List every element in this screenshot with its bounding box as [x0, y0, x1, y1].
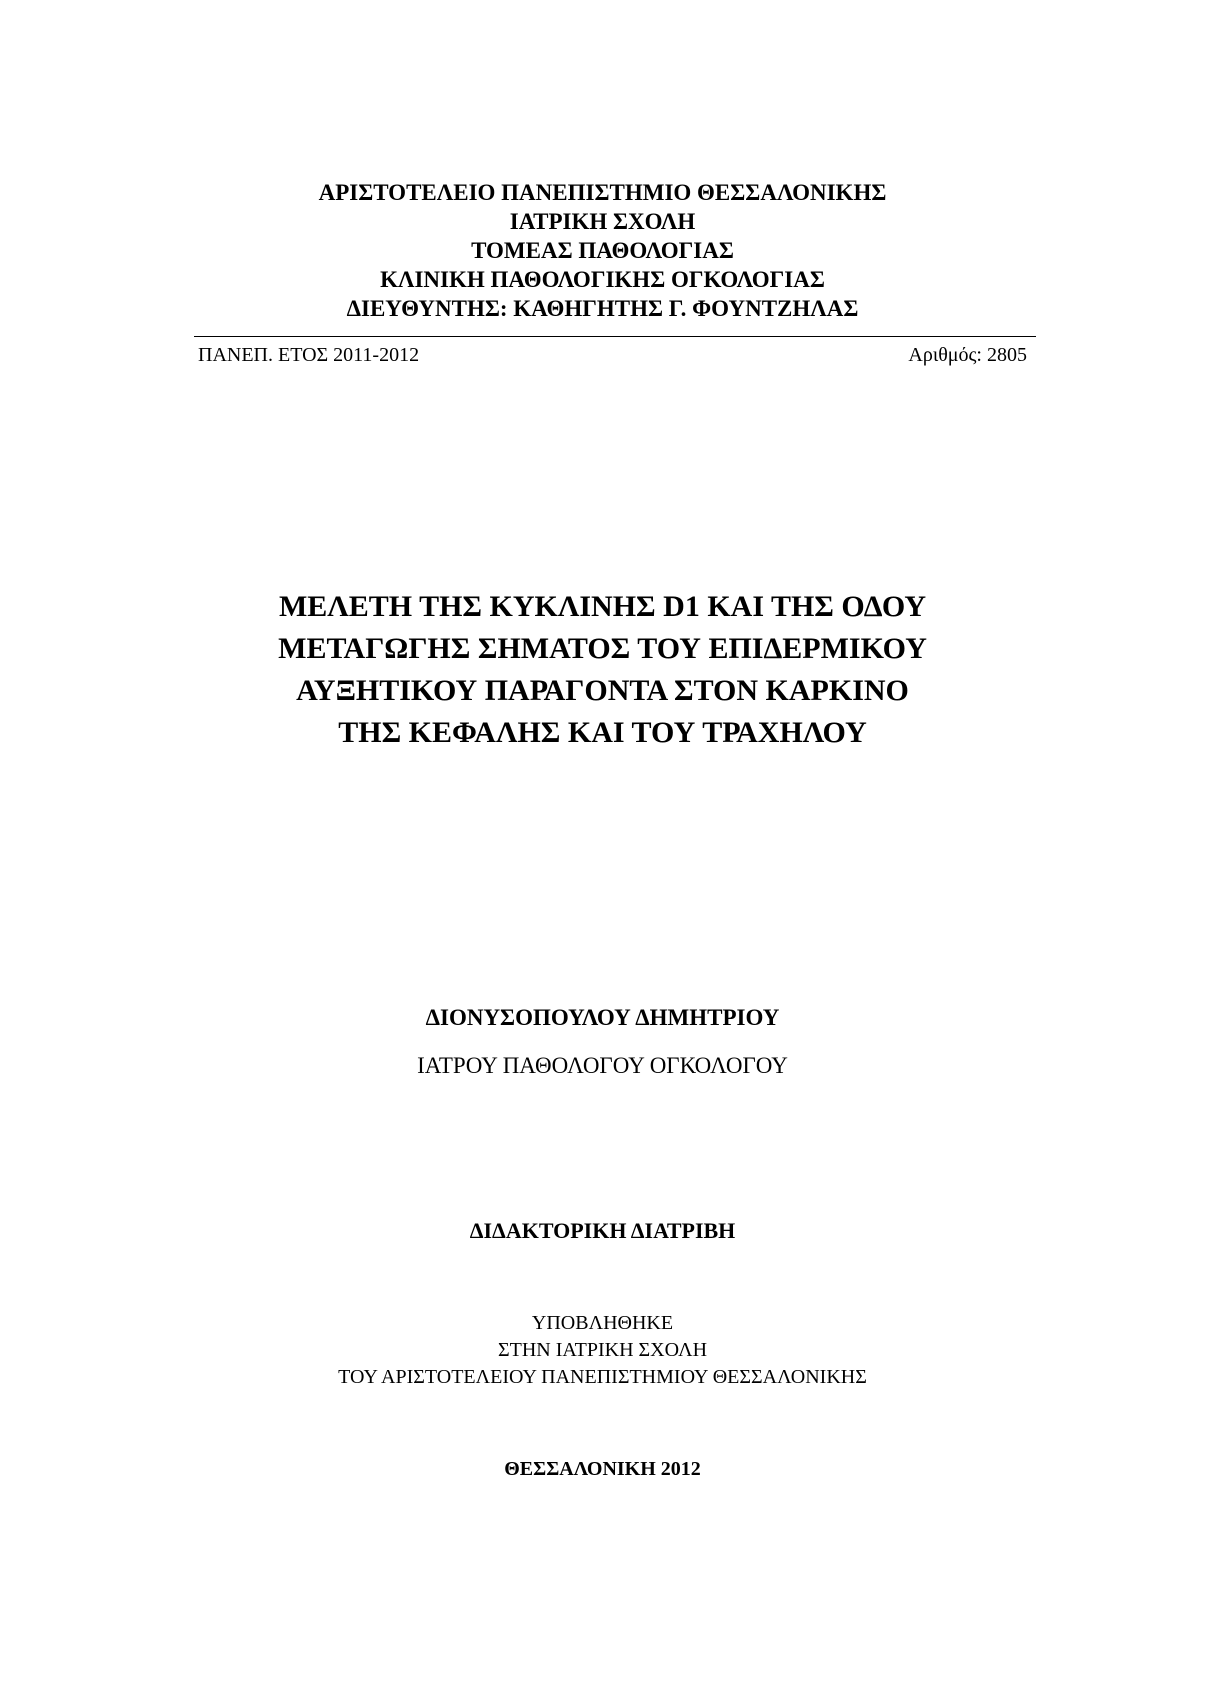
clinic-name: ΚΛΙΝΙΚΗ ΠΑΘΟΛΟΓΙΚΗΣ ΟΓΚΟΛΟΓΙΑΣ — [380, 267, 825, 292]
title-line: ΑΥΞΗΤΙΚΟΥ ΠΑΡΑΓΟΝΤΑ ΣΤΟΝ ΚΑΡΚΙΝΟ — [296, 674, 909, 707]
university-name: ΑΡΙΣΤΟΤΕΛΕΙΟ ΠΑΝΕΠΙΣΤΗΜΙΟ ΘΕΣΣΑΛΟΝΙΚΗΣ — [318, 180, 887, 205]
thesis-type: ΔΙΔΑΚΤΟΡΙΚΗ ΔΙΑΤΡΙΒΗ — [469, 1218, 736, 1243]
academic-year: ΠΑΝΕΠ. ΕΤΟΣ 2011-2012 — [198, 344, 420, 366]
author-name: ΔΙΟΝΥΣΟΠΟΥΛΟΥ ΔΗΜΗΤΡΙΟΥ — [425, 1005, 780, 1030]
author-title: ΙΑΤΡΟΥ ΠΑΘΟΛΟΓΟΥ ΟΓΚΟΛΟΓΟΥ — [417, 1053, 788, 1078]
submission-line: ΤΟΥ ΑΡΙΣΤΟΤΕΛΕΙΟΥ ΠΑΝΕΠΙΣΤΗΜΙΟΥ ΘΕΣΣΑΛΟΝΙΚΗΣ — [338, 1366, 867, 1388]
place-year: ΘΕΣΣΑΛΟΝΙΚΗ 2012 — [504, 1458, 701, 1480]
submission-line: ΣΤΗΝ ΙΑΤΡΙΚΗ ΣΧΟΛΗ — [497, 1339, 708, 1361]
school-name: ΙΑΤΡΙΚΗ ΣΧΟΛΗ — [509, 209, 696, 234]
thesis-title — [0, 586, 1205, 754]
title-line: ΤΗΣ ΚΕΦΑΛΗΣ ΚΑΙ ΤΟΥ ΤΡΑΧΗΛΟΥ — [338, 716, 867, 749]
title-line: ΜΕΤΑΓΩΓΗΣ ΣΗΜΑΤΟΣ ΤΟΥ ΕΠΙΔΕΡΜΙΚΟΥ — [278, 632, 927, 665]
submission-statement — [0, 1310, 1205, 1391]
department-name: ΤΟΜΕΑΣ ΠΑΘΟΛΟΓΙΑΣ — [471, 238, 734, 263]
institution-header — [0, 178, 1205, 323]
director-line: ΔΙΕΥΘΥΝΤΗΣ: ΚΑΘΗΓΗΤΗΣ Γ. ΦΟΥΝΤΖΗΛΑΣ — [346, 296, 859, 321]
header-divider — [194, 336, 1036, 337]
title-line: ΜΕΛΕΤΗ ΤΗΣ ΚΥΚΛΙΝΗΣ D1 ΚΑΙ ΤΗΣ ΟΔΟΥ — [278, 590, 927, 623]
submission-line: ΥΠΟΒΛΗΘΗΚΕ — [531, 1312, 674, 1334]
thesis-number: Αριθμός: 2805 — [908, 344, 1027, 366]
